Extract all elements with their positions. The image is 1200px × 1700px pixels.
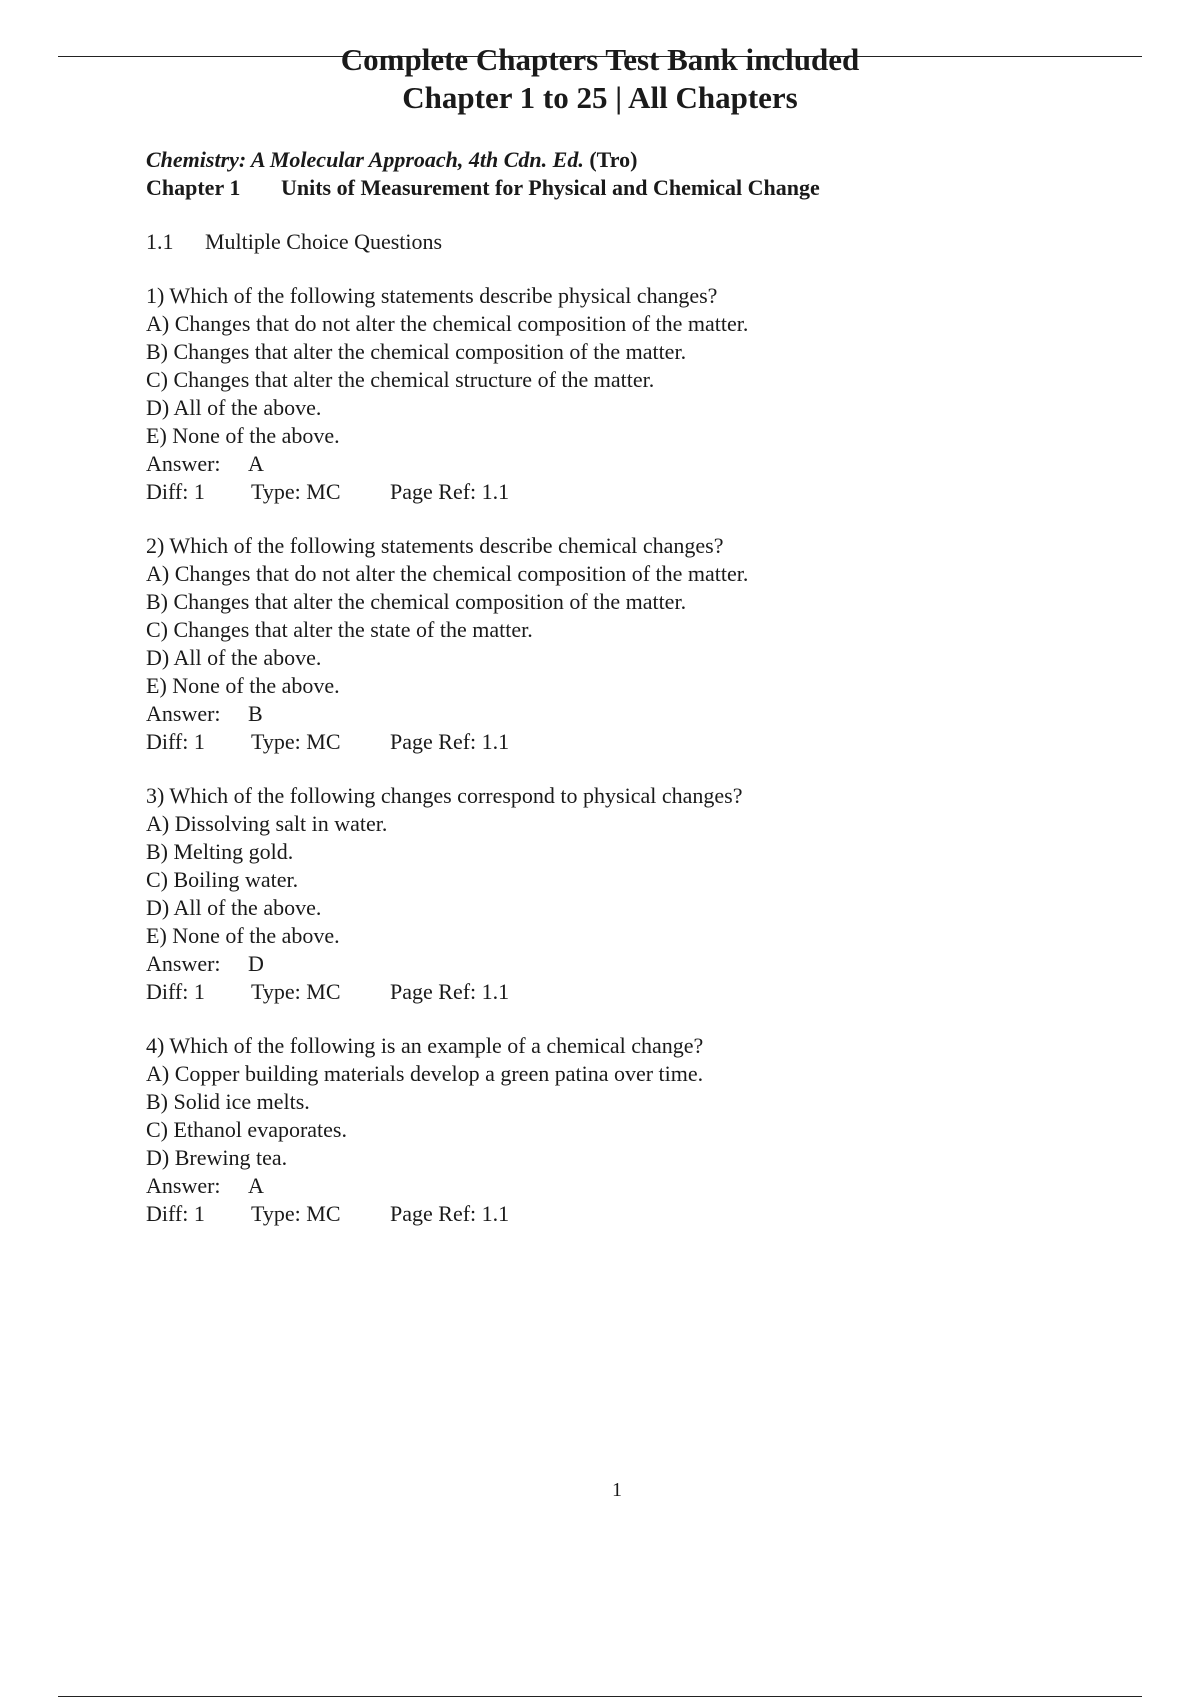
option: D) All of the above. [146, 645, 322, 670]
page-ref: Page Ref: 1.1 [390, 979, 510, 1004]
document-content [146, 146, 1126, 1228]
option: B) Solid ice melts. [146, 1089, 310, 1114]
question-1 [146, 282, 1126, 506]
section-title: Multiple Choice Questions [205, 229, 443, 254]
option: E) None of the above. [146, 923, 340, 948]
answer-value: B [248, 701, 263, 726]
page-ref: Page Ref: 1.1 [390, 479, 510, 504]
option: C) Ethanol evaporates. [146, 1117, 347, 1142]
bottom-rule [58, 1696, 1142, 1697]
option: B) Changes that alter the chemical composition of the matter. [146, 339, 687, 364]
answer-label: Answer: [146, 1173, 221, 1198]
answer-label: Answer: [146, 451, 221, 476]
difficulty: Diff: 1 [146, 1201, 205, 1226]
section-number: 1.1 [146, 229, 174, 254]
banner-line-2: Chapter 1 to 25 | All Chapters [402, 80, 798, 115]
difficulty: Diff: 1 [146, 979, 205, 1004]
question-stem: 3) Which of the following changes correspond to physical changes? [146, 783, 743, 808]
question-stem: 1) Which of the following statements describe physical changes? [146, 283, 718, 308]
option: C) Changes that alter the state of the matter. [146, 617, 533, 642]
chapter-title: Units of Measurement for Physical and Chemical Change [281, 175, 820, 200]
answer-value: D [248, 951, 264, 976]
answer-line [146, 700, 1126, 728]
option: E) None of the above. [146, 423, 340, 448]
answer-label: Answer: [146, 951, 221, 976]
option: B) Melting gold. [146, 839, 294, 864]
answer-value: A [248, 451, 264, 476]
chapter-line [146, 174, 1126, 202]
question-stem: 2) Which of the following statements describe chemical changes? [146, 533, 724, 558]
question-stem: 4) Which of the following is an example of a chemical change? [146, 1033, 704, 1058]
option: E) None of the above. [146, 673, 340, 698]
question-4 [146, 1032, 1126, 1228]
page-number: 1 [612, 1479, 622, 1501]
page-ref: Page Ref: 1.1 [390, 1201, 510, 1226]
chapter-number: Chapter 1 [146, 175, 241, 200]
option: C) Boiling water. [146, 867, 299, 892]
question-type: Type: MC [251, 729, 341, 754]
difficulty: Diff: 1 [146, 729, 205, 754]
option: A) Changes that do not alter the chemical composition of the matter. [146, 561, 749, 586]
page-ref: Page Ref: 1.1 [390, 729, 510, 754]
book-author: (Tro) [589, 147, 638, 172]
question-2 [146, 532, 1126, 756]
question-type: Type: MC [251, 979, 341, 1004]
answer-value: A [248, 1173, 264, 1198]
option: D) All of the above. [146, 395, 322, 420]
book-title: Chemistry: A Molecular Approach, 4th Cdn. Ed. [146, 147, 584, 172]
option: D) All of the above. [146, 895, 322, 920]
answer-line [146, 1172, 1126, 1200]
question-3 [146, 782, 1126, 1006]
option: C) Changes that alter the chemical structure of the matter. [146, 367, 655, 392]
meta-line [146, 1200, 1126, 1228]
meta-line [146, 978, 1126, 1006]
answer-label: Answer: [146, 701, 221, 726]
banner-line-1: Complete Chapters Test Bank included [340, 42, 860, 77]
option: A) Changes that do not alter the chemical composition of the matter. [146, 311, 749, 336]
option: B) Changes that alter the chemical composition of the matter. [146, 589, 687, 614]
question-type: Type: MC [251, 1201, 341, 1226]
answer-line [146, 950, 1126, 978]
option: A) Dissolving salt in water. [146, 811, 388, 836]
meta-line [146, 728, 1126, 756]
answer-line [146, 450, 1126, 478]
book-line [146, 146, 1126, 174]
question-type: Type: MC [251, 479, 341, 504]
option: D) Brewing tea. [146, 1145, 288, 1170]
option: A) Copper building materials develop a green patina over time. [146, 1061, 704, 1086]
section-line [146, 228, 1126, 256]
meta-line [146, 478, 1126, 506]
difficulty: Diff: 1 [146, 479, 205, 504]
